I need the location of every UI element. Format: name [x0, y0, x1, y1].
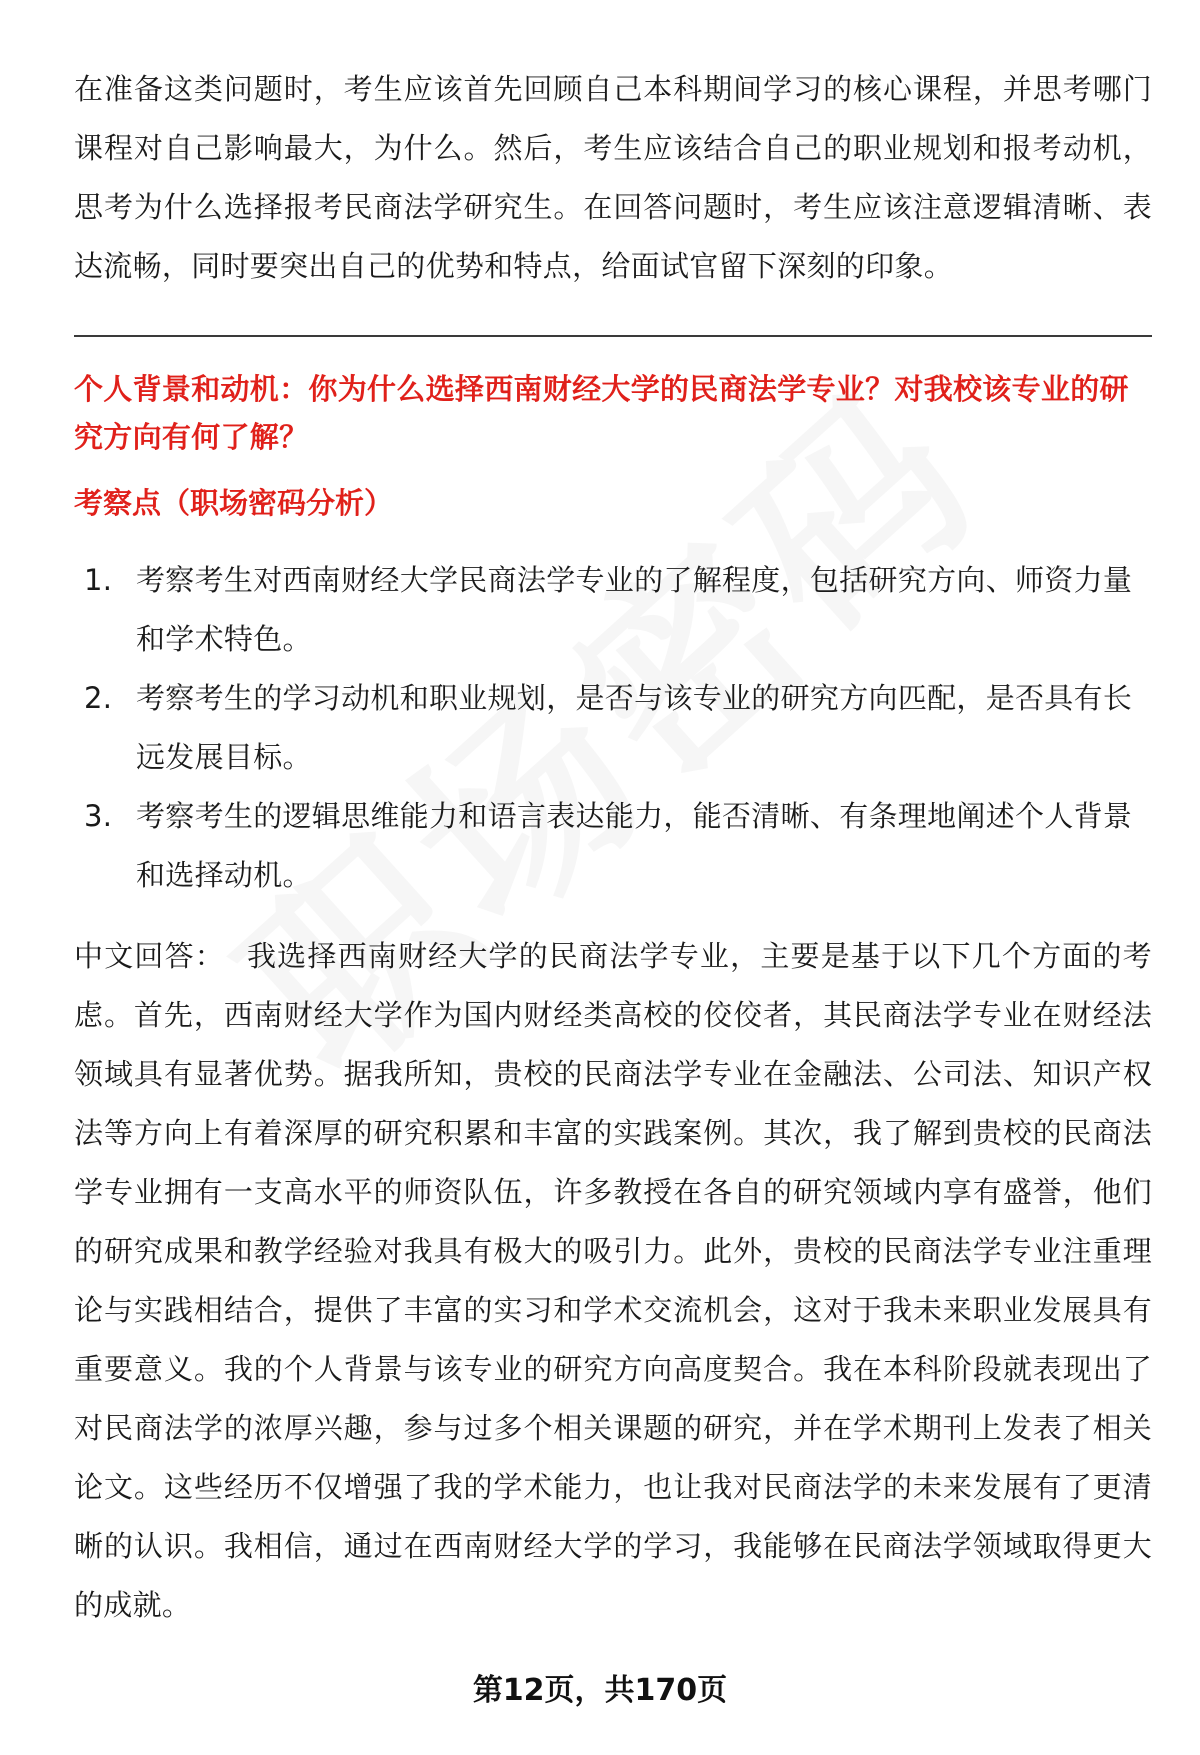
answer-text: 我选择西南财经大学的民商法学专业，主要是基于以下几个方面的考虑。首先，西南财经大学作为国内财经类高校的佼佼者，其民商法学专业在财经法领域具有显著优势。据我所知，贵校的民商法学专业在金融法、公司法、知识产权法等方向上有着深厚的研究积累和丰富的实践案例。其次，我了解到贵校的民商法学专业拥有一支高水平的师资队伍，许多教授在各自的研究领域内享有盛誉，他们的研究成果和教学经验对我具有极大的吸引力。此外，贵校的民商法学专业注重理论与实践相结合，提供了丰富的实习和学术交流机会，这对于我未来职业发展具有重要意义。我的个人背景与该专业的研究方向高度契合。我在本科阶段就表现出了对民商法学的浓厚兴趣，参与过多个相关课题的研究，并在学术期刊上发表了相关论文。这些经历不仅增强了我的学术能力，也让我对民商法学的未来发展有了更清晰的认识。我相信，通过在西南财经大学的学习，我能够在民商法学领域取得更大的成就。 — [74, 939, 1152, 1622]
document-page — [74, 60, 1152, 1635]
list-item — [74, 787, 1152, 905]
assessment-points-list — [74, 551, 1152, 905]
list-item-number: 1. — [84, 563, 113, 597]
question-heading: 个人背景和动机：你为什么选择西南财经大学的民商法学专业？对我校该专业的研究方向有何了解？ — [74, 372, 1129, 454]
list-item-number: 2. — [84, 681, 113, 715]
list-item — [74, 669, 1152, 787]
answer-paragraph — [74, 927, 1152, 1635]
list-item — [74, 551, 1152, 669]
page-number-footer: 第12页，共170页 — [472, 1673, 728, 1708]
answer-label: 中文回答： — [74, 939, 225, 973]
list-item-number: 3. — [84, 799, 113, 833]
list-item-text: 考察考生的逻辑思维能力和语言表达能力，能否清晰、有条理地阐述个人背景和选择动机。 — [136, 799, 1133, 892]
list-item-text: 考察考生的学习动机和职业规划，是否与该专业的研究方向匹配，是否具有长远发展目标。 — [136, 681, 1133, 774]
section-divider — [74, 335, 1152, 337]
intro-paragraph: 在准备这类问题时，考生应该首先回顾自己本科期间学习的核心课程，并思考哪门课程对自己影响最大，为什么。然后，考生应该结合自己的职业规划和报考动机，思考为什么选择报考民商法学研究生。在回答问题时，考生应该注意逻辑清晰、表达流畅，同时要突出自己的优势和特点，给面试官留下深刻的印象。 — [74, 72, 1152, 283]
assessment-heading: 考察点（职场密码分析） — [74, 486, 394, 520]
list-item-text: 考察考生对西南财经大学民商法学专业的了解程度，包括研究方向、师资力量和学术特色。 — [136, 563, 1133, 656]
